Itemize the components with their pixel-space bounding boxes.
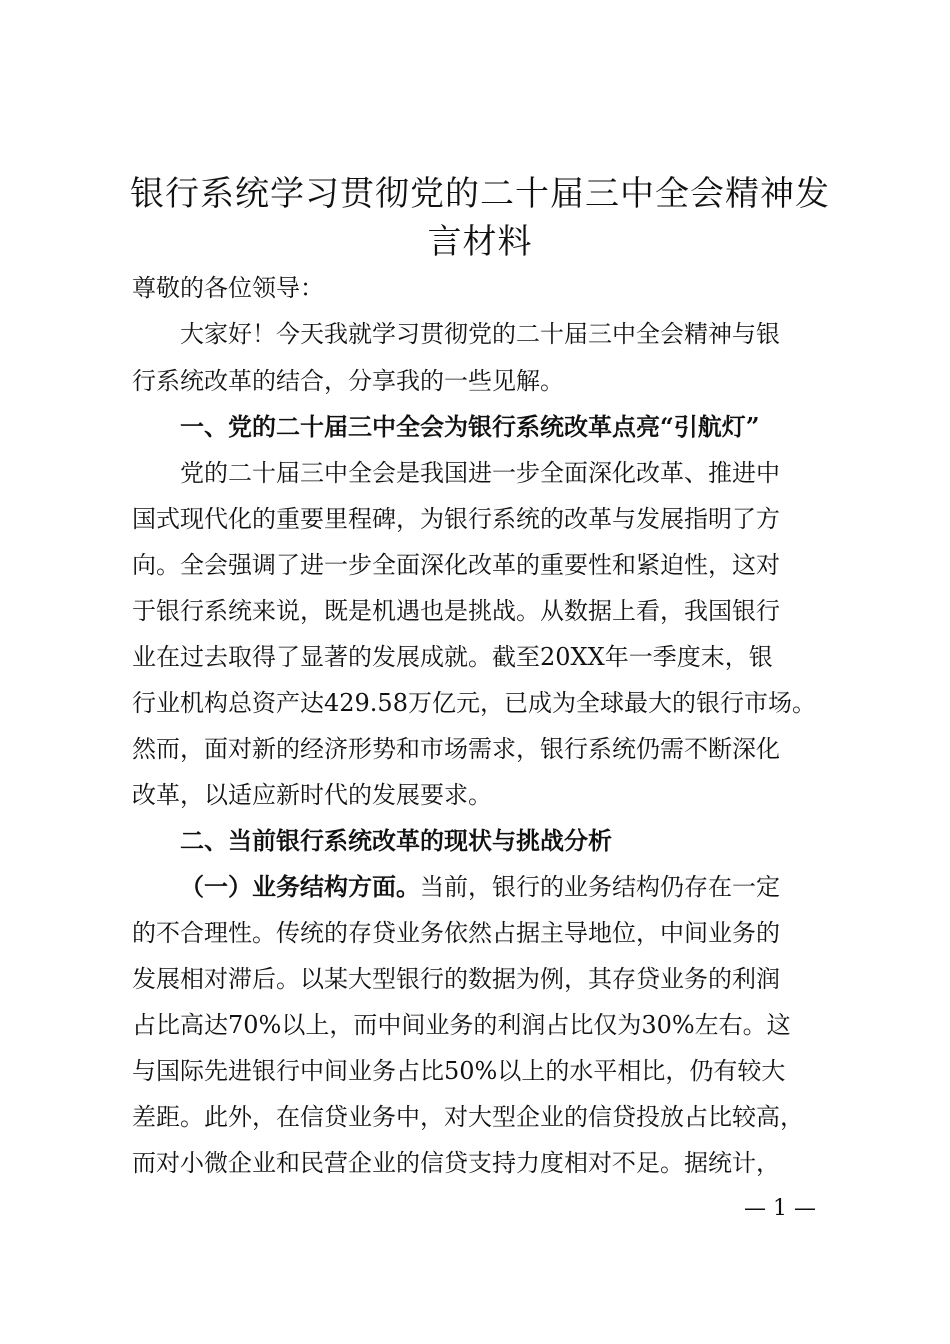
section1-line-7: 然而，面对新的经济形势和市场需求，银行系统仍需不断深化 [132,735,780,763]
sub1-line-5: 与国际先进银行中间业务占比50%以上的水平相比，仍有较大 [132,1057,786,1085]
sub1-line-2: 的不合理性。传统的存贷业务依然占据主导地位，中间业务的 [132,919,780,947]
sub1-line-1 [180,872,780,902]
document-title: 银行系统学习贯彻党的二十届三中全会精神发言材料 [130,174,830,262]
intro-line-2: 行系统改革的结合，分享我的一些见解。 [132,367,564,395]
section-heading-1: 一、党的二十届三中全会为银行系统改革点亮“引航灯” [180,412,760,441]
section1-line-3: 向。全会强调了进一步全面深化改革的重要性和紧迫性，这对 [132,551,780,579]
sub1-line-6: 差距。此外，在信贷业务中，对大型企业的信贷投放占比较高， [132,1103,804,1131]
section-heading-2: 二、当前银行系统改革的现状与挑战分析 [180,826,612,855]
salutation: 尊敬的各位领导： [132,274,324,302]
intro-line-1: 大家好！今天我就学习贯彻党的二十届三中全会精神与银 [180,320,780,348]
sub1-line-1-text: 当前，银行的业务结构仍存在一定 [420,873,780,901]
section1-line-1: 党的二十届三中全会是我国进一步全面深化改革、推进中 [180,459,780,487]
sub1-line-3: 发展相对滞后。以某大型银行的数据为例，其存贷业务的利润 [132,965,780,993]
section1-line-8: 改革，以适应新时代的发展要求。 [132,781,492,809]
page-number: — 1 — [744,1196,816,1221]
section1-line-2: 国式现代化的重要里程碑，为银行系统的改革与发展指明了方 [132,505,780,533]
sub1-line-7: 而对小微企业和民营企业的信贷支持力度相对不足。据统计， [132,1149,780,1177]
section1-line-4: 于银行系统来说，既是机遇也是挑战。从数据上看，我国银行 [132,597,780,625]
section1-line-5: 业在过去取得了显著的发展成就。截至20XX年一季度末，银 [132,643,773,671]
section1-line-6: 行业机构总资产达429.58万亿元，已成为全球最大的银行市场。 [132,689,816,717]
sub1-line-4: 占比高达70%以上，而中间业务的利润占比仅为30%左右。这 [132,1011,791,1039]
sub1-label: （一）业务结构方面。 [180,872,420,901]
